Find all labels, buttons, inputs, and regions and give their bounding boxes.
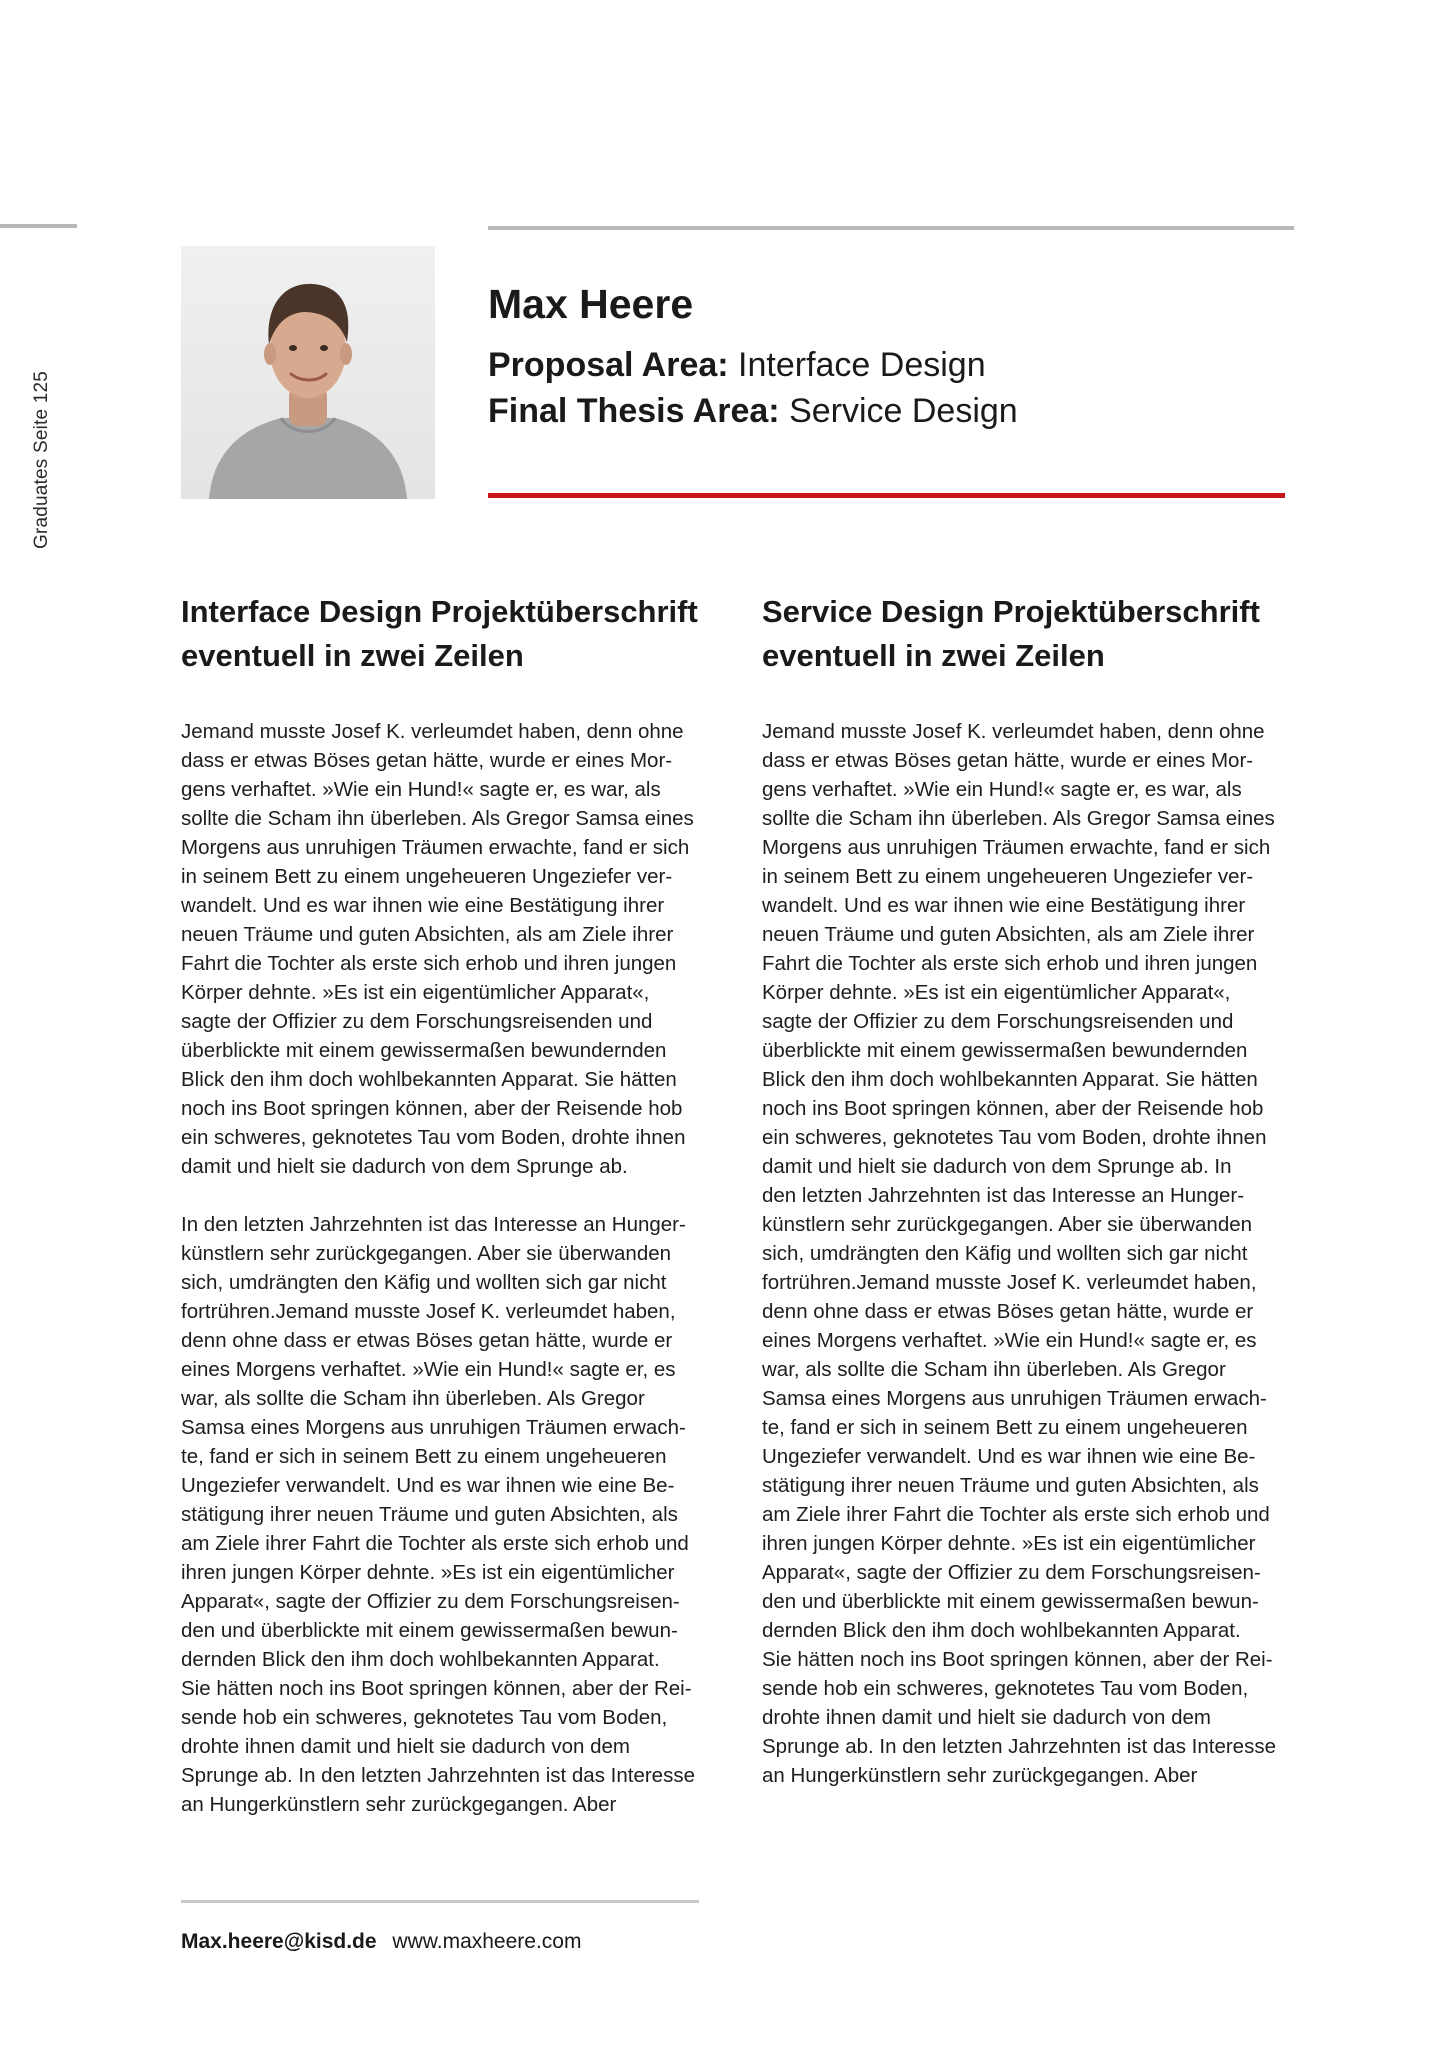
text-line: dass er etwas Böses getan hätte, wurde er eines Mor- [762, 749, 1254, 772]
text-line: Ungeziefer verwandelt. Und es war ihnen wie eine Be- [762, 1445, 1256, 1468]
text-line: Apparat«, sagte der Offizier zu dem Forschungsreisen- [762, 1561, 1261, 1584]
text-line: sollte die Scham ihn überleben. Als Gregor Samsa eines [181, 807, 694, 830]
text-line: künstlern sehr zurückgegangen. Aber sie überwanden [762, 1213, 1253, 1236]
text-line: am Ziele ihrer Fahrt die Tochter als erste sich erhob und [762, 1503, 1270, 1526]
text-line: te, fand er sich in seinem Bett zu einem ungeheueren [181, 1445, 667, 1468]
text-line: gens verhaftet. »Wie ein Hund!« sagte er, es war, als [762, 778, 1242, 801]
text-line: Jemand musste Josef K. verleumdet haben, denn ohne [181, 720, 684, 743]
text-line: Körper dehnte. »Es ist ein eigentümlicher Apparat«, [762, 981, 1231, 1004]
text-line: Morgens aus unruhigen Träumen erwachte, fand er sich [181, 836, 690, 859]
text-line: denn ohne dass er etwas Böses getan hätte, wurde er [762, 1300, 1254, 1323]
text-line: sende hob ein schweres, geknotetes Tau vom Boden, [181, 1706, 668, 1729]
text-line: Sie hätten noch ins Boot springen können, aber der Rei- [762, 1648, 1273, 1671]
text-line: fortrühren.Jemand musste Josef K. verleumdet haben, [762, 1271, 1257, 1294]
proposal-area-value: Interface Design [738, 346, 986, 384]
proposal-area-label: Proposal Area: [488, 346, 729, 384]
text-line: an Hungerkünstlern sehr zurückgegangen. Aber [181, 1793, 617, 1816]
email-link[interactable]: Max.heere@kisd.de [181, 1930, 377, 1953]
text-line: sich, umdrängten den Käfig und wollten sich gar nicht [762, 1242, 1248, 1265]
text-line: überblickte mit einem gewissermaßen bewundernden [181, 1039, 667, 1062]
left-paragraph-2 [181, 1210, 705, 1819]
text-line: Fahrt die Tochter als erste sich erhob und ihren jungen [762, 952, 1258, 975]
text-line: Jemand musste Josef K. verleumdet haben, denn ohne [762, 720, 1265, 743]
text-line: sich, umdrängten den Käfig und wollten sich gar nicht [181, 1271, 667, 1294]
text-line: denn ohne dass er etwas Böses getan hätte, wurde er [181, 1329, 673, 1352]
text-line: noch ins Boot springen können, aber der Reisende hob [762, 1097, 1264, 1120]
footer-contact [181, 1930, 581, 1954]
text-line: neuen Träume und guten Absichten, als am Ziele ihrer [762, 923, 1255, 946]
final-thesis-area-label: Final Thesis Area: [488, 392, 780, 430]
text-line: den letzten Jahrzehnten ist das Interesse an Hunger- [762, 1184, 1245, 1207]
text-line: Sie hätten noch ins Boot springen können, aber der Rei- [181, 1677, 692, 1700]
text-line: in seinem Bett zu einem ungeheueren Ungeziefer ver- [181, 865, 673, 888]
text-line: ein schweres, geknotetes Tau vom Boden, drohte ihnen [181, 1126, 686, 1149]
text-line: den und überblickte mit einem gewissermaßen bewun- [762, 1590, 1259, 1613]
text-line: ihren jungen Körper dehnte. »Es ist ein eigentümlicher [181, 1561, 675, 1584]
text-line: In den letzten Jahrzehnten ist das Interesse an Hunger- [181, 1213, 686, 1236]
text-line: ein schweres, geknotetes Tau vom Boden, drohte ihnen [762, 1126, 1267, 1149]
text-line: te, fand er sich in seinem Bett zu einem ungeheueren [762, 1416, 1248, 1439]
text-line: Morgens aus unruhigen Träumen erwachte, fand er sich [762, 836, 1271, 859]
text-line: eines Morgens verhaftet. »Wie ein Hund!« sagte er, es [181, 1358, 676, 1381]
left-paragraph-1 [181, 717, 705, 1181]
left-project-title-line-1: Interface Design Projektüberschrift [181, 594, 698, 629]
text-line: neuen Träume und guten Absichten, als am Ziele ihrer [181, 923, 674, 946]
right-project-title-line-2: eventuell in zwei Zeilen [762, 638, 1105, 673]
text-line: war, als sollte die Scham ihn überleben. Als Gregor [762, 1358, 1226, 1381]
text-line: am Ziele ihrer Fahrt die Tochter als erste sich erhob und [181, 1532, 689, 1555]
text-line: stätigung ihrer neuen Träume und guten Absichten, als [762, 1474, 1259, 1497]
text-line: stätigung ihrer neuen Träume und guten Absichten, als [181, 1503, 678, 1526]
text-line: Körper dehnte. »Es ist ein eigentümlicher Apparat«, [181, 981, 650, 1004]
text-line: sagte der Offizier zu dem Forschungsreisenden und [181, 1010, 653, 1033]
graduate-name: Max Heere [488, 281, 694, 327]
right-project-title [762, 590, 1286, 678]
text-line: Fahrt die Tochter als erste sich erhob und ihren jungen [181, 952, 677, 975]
text-line: sollte die Scham ihn überleben. Als Gregor Samsa eines [762, 807, 1275, 830]
right-paragraph-1 [762, 717, 1286, 1790]
text-line: eines Morgens verhaftet. »Wie ein Hund!« sagte er, es [762, 1329, 1257, 1352]
text-line: Ungeziefer verwandelt. Und es war ihnen wie eine Be- [181, 1474, 675, 1497]
proposal-area [488, 348, 986, 382]
text-line: dernden Blick den ihm doch wohlbekannten Apparat. [181, 1648, 660, 1671]
text-line: wandelt. Und es war ihnen wie eine Bestätigung ihrer [181, 894, 665, 917]
page-label: Graduates Seite 125 [31, 370, 52, 550]
text-line: drohte ihnen damit und hielt sie dadurch von dem [181, 1735, 631, 1758]
text-line: überblickte mit einem gewissermaßen bewundernden [762, 1039, 1248, 1062]
text-line: an Hungerkünstlern sehr zurückgegangen. Aber [762, 1764, 1198, 1787]
text-line: Apparat«, sagte der Offizier zu dem Forschungsreisen- [181, 1590, 680, 1613]
right-body-text [762, 717, 1286, 1790]
text-line: den und überblickte mit einem gewissermaßen bewun- [181, 1619, 678, 1642]
text-line: gens verhaftet. »Wie ein Hund!« sagte er, es war, als [181, 778, 661, 801]
text-line: fortrühren.Jemand musste Josef K. verleumdet haben, [181, 1300, 676, 1323]
text-line: sende hob ein schweres, geknotetes Tau vom Boden, [762, 1677, 1249, 1700]
left-body-text [181, 717, 705, 1819]
footer-rule [181, 1900, 699, 1903]
text-line: sagte der Offizier zu dem Forschungsreisenden und [762, 1010, 1234, 1033]
text-line: damit und hielt sie dadurch von dem Sprunge ab. [181, 1155, 628, 1178]
left-project-title [181, 590, 705, 678]
right-project-title-line-1: Service Design Projektüberschrift [762, 594, 1260, 629]
text-line: drohte ihnen damit und hielt sie dadurch von dem [762, 1706, 1212, 1729]
text-line: war, als sollte die Scham ihn überleben. Als Gregor [181, 1387, 645, 1410]
final-thesis-area [488, 394, 1018, 428]
header-top-rule [488, 226, 1294, 230]
side-rule [0, 224, 77, 228]
text-line: Sprunge ab. In den letzten Jahrzehnten ist das Interesse [181, 1764, 695, 1787]
text-line: Sprunge ab. In den letzten Jahrzehnten ist das Interesse [762, 1735, 1276, 1758]
final-thesis-area-value: Service Design [789, 392, 1018, 430]
text-line: dass er etwas Böses getan hätte, wurde er eines Mor- [181, 749, 673, 772]
website-link[interactable]: www.maxheere.com [392, 1930, 582, 1953]
text-line: wandelt. Und es war ihnen wie eine Bestätigung ihrer [762, 894, 1246, 917]
text-line: ihren jungen Körper dehnte. »Es ist ein eigentümlicher [762, 1532, 1256, 1555]
text-line: Blick den ihm doch wohlbekannten Apparat. Sie hätten [181, 1068, 677, 1091]
text-line: Samsa eines Morgens aus unruhigen Träumen erwach- [181, 1416, 686, 1439]
portrait-photo [181, 246, 435, 499]
text-line: in seinem Bett zu einem ungeheueren Ungeziefer ver- [762, 865, 1254, 888]
text-line: Blick den ihm doch wohlbekannten Apparat. Sie hätten [762, 1068, 1258, 1091]
left-project-title-line-2: eventuell in zwei Zeilen [181, 638, 524, 673]
text-line: damit und hielt sie dadurch von dem Sprunge ab. In [762, 1155, 1232, 1178]
text-line: Samsa eines Morgens aus unruhigen Träumen erwach- [762, 1387, 1267, 1410]
text-line: noch ins Boot springen können, aber der Reisende hob [181, 1097, 683, 1120]
text-line: künstlern sehr zurückgegangen. Aber sie überwanden [181, 1242, 672, 1265]
header-accent-rule [488, 493, 1285, 498]
text-line: dernden Blick den ihm doch wohlbekannten Apparat. [762, 1619, 1241, 1642]
